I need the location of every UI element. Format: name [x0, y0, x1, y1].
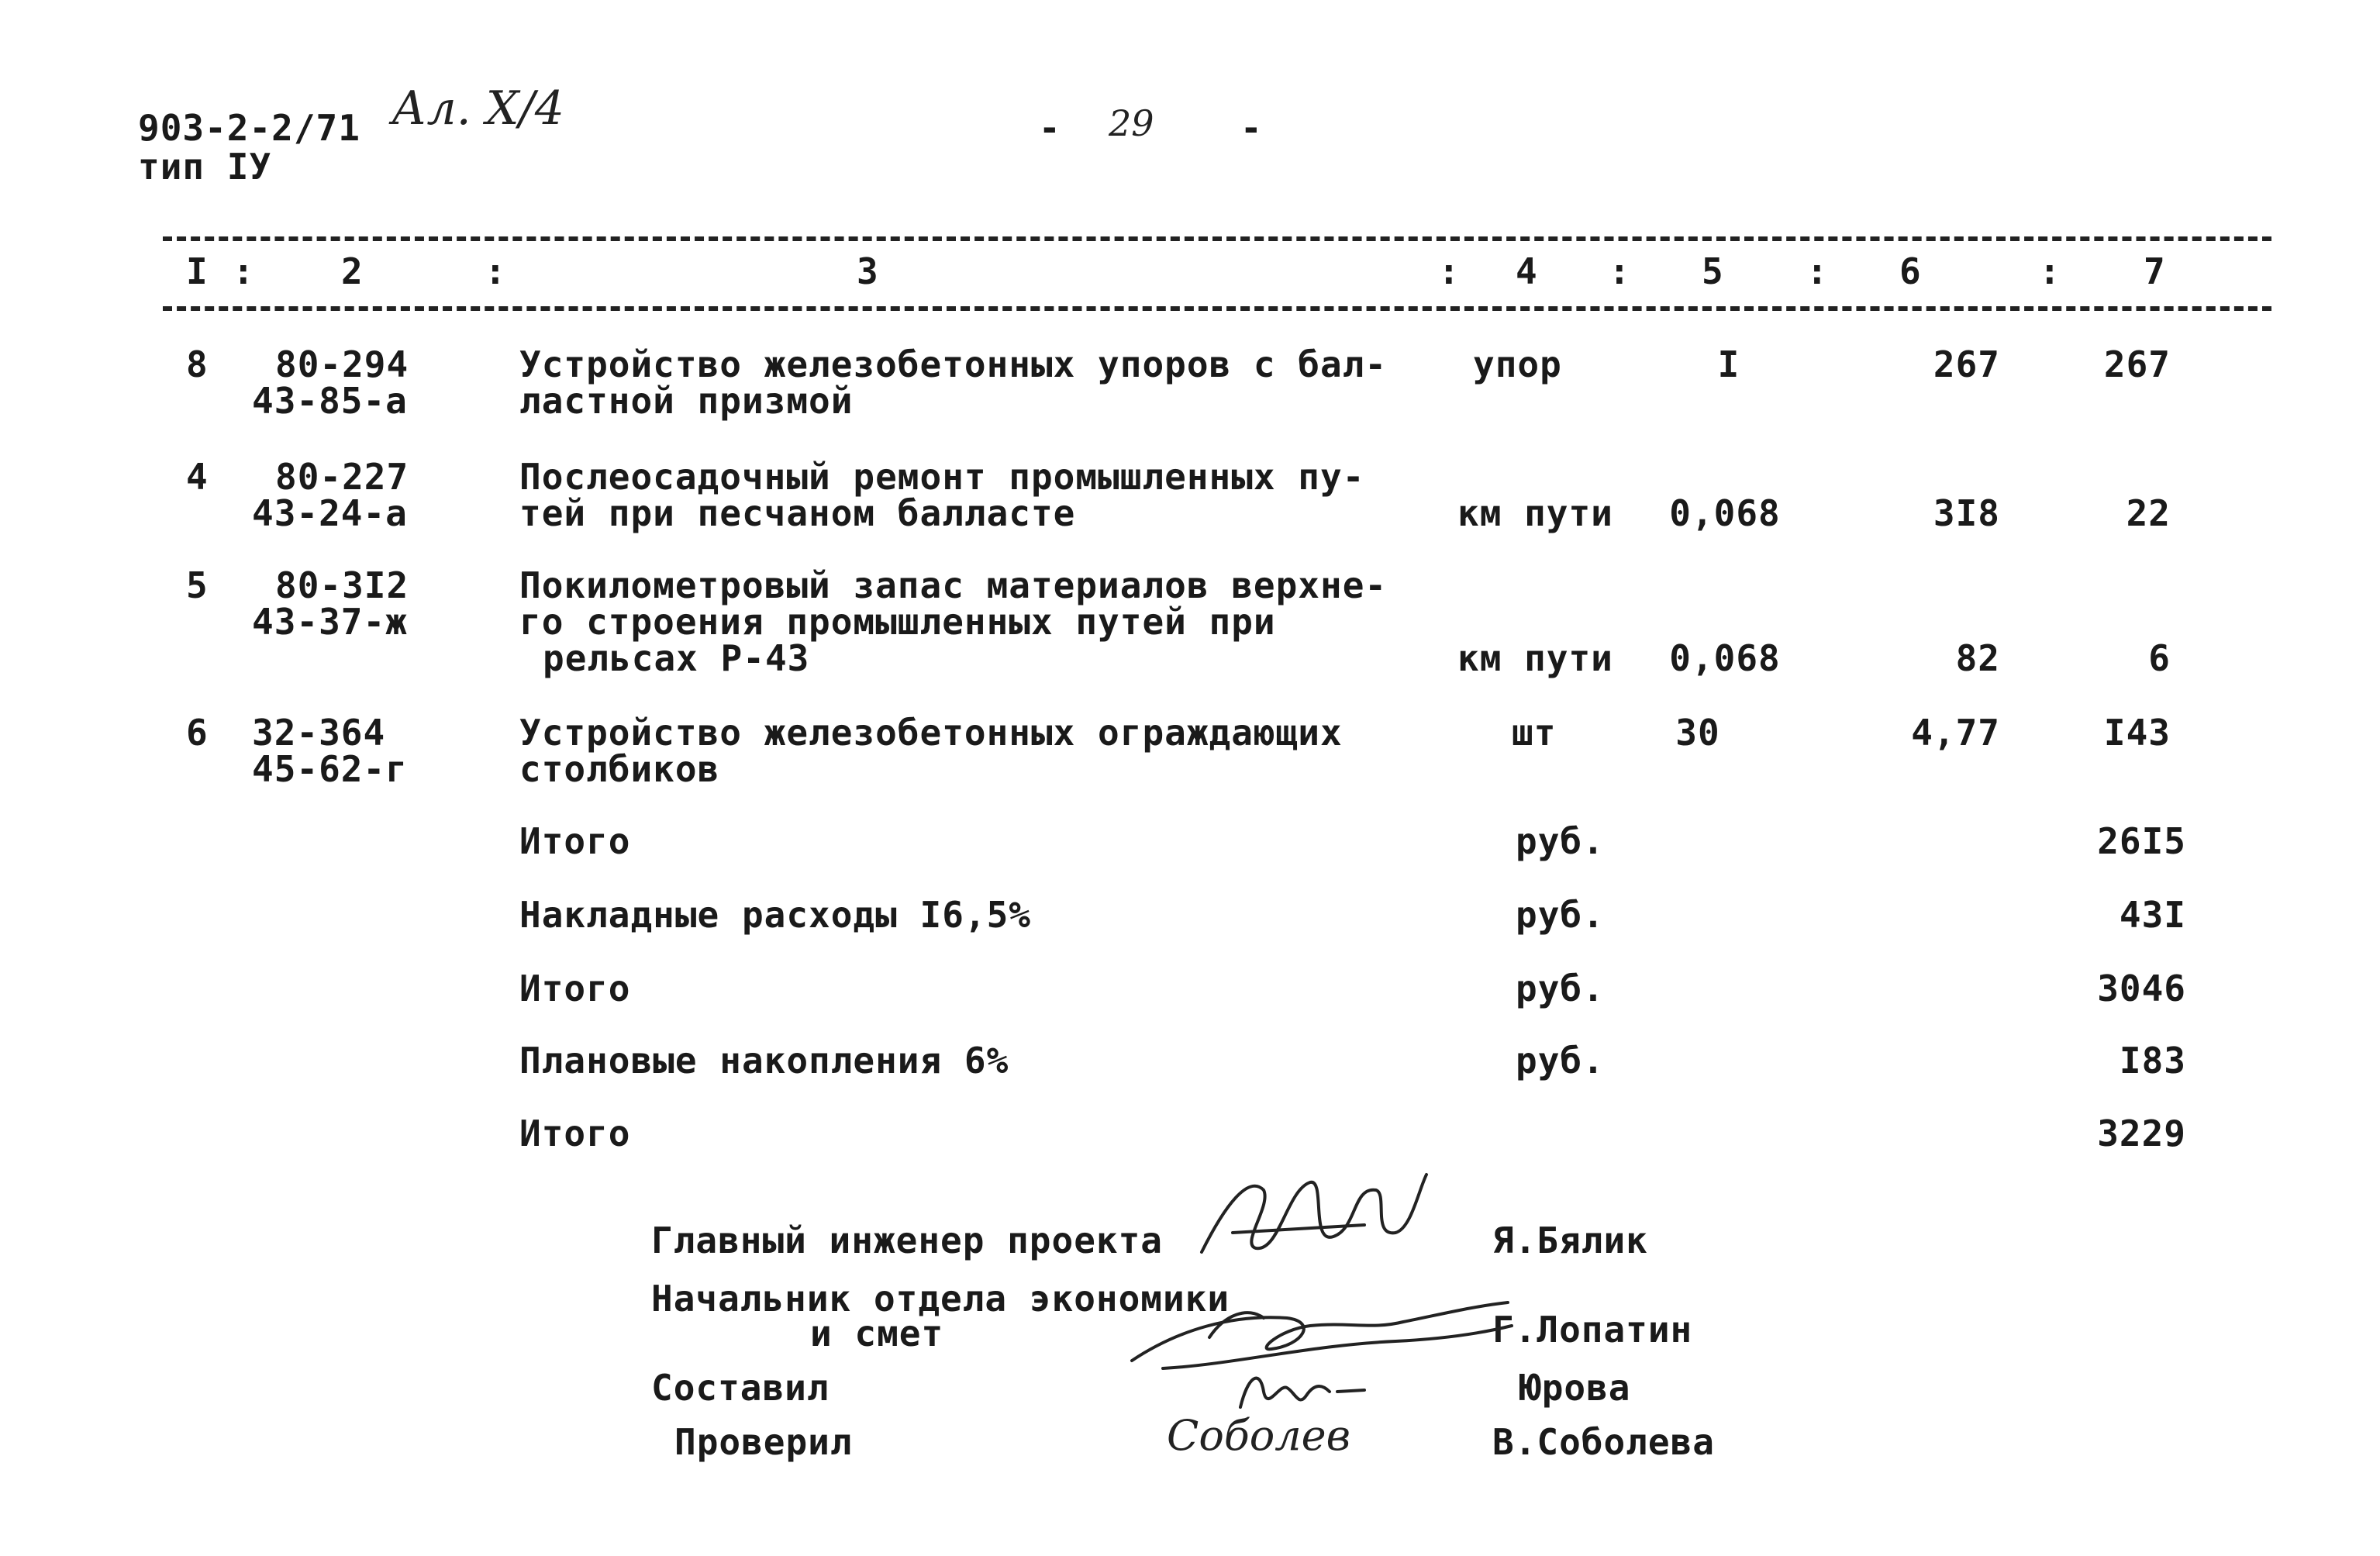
row-number: 4: [186, 456, 209, 498]
row-quantity: I: [1717, 343, 1740, 385]
row-code: 80-227: [275, 456, 409, 498]
row-description: Устройство железобетонных ограждающих: [519, 712, 1343, 754]
column-separator: :: [233, 250, 255, 292]
row-number: 6: [186, 712, 209, 754]
row-unit-price: 267: [1933, 343, 2000, 385]
row-description: ластной призмой: [519, 380, 854, 422]
row-code: 80-294: [275, 343, 409, 385]
row-code: 32-364: [252, 712, 386, 754]
row-code: 43-85-а: [252, 380, 408, 422]
row-description: столбиков: [519, 748, 720, 790]
summary-unit: руб.: [1516, 894, 1605, 936]
handwritten-note: Ал. X/4: [391, 81, 564, 136]
signature-role: Составил: [651, 1367, 830, 1409]
chief-engineer-signature: [1194, 1159, 1442, 1275]
summary-label: Плановые накопления 6%: [519, 1040, 1009, 1082]
summary-label: Накладные расходы I6,5%: [519, 894, 1031, 936]
signature-name: В.Соболева: [1492, 1421, 1715, 1463]
page-number-dash-left: -: [1039, 107, 1061, 149]
summary-unit: руб.: [1516, 820, 1605, 862]
table-top-rule: [163, 236, 2271, 241]
row-description: Покилометровый запас материалов верхне-: [519, 564, 1388, 606]
summary-value: 43I: [2119, 894, 2186, 936]
signature-name: Юрова: [1519, 1367, 1631, 1409]
summary-value: 26I5: [2097, 820, 2186, 862]
row-description: Устройство железобетонных упоров с бал-: [519, 343, 1388, 385]
row-total: 267: [2103, 343, 2171, 385]
signature-role: Главный инженер проекта: [651, 1220, 1163, 1261]
table-header-rule: [163, 306, 2271, 311]
row-total: I43: [2103, 712, 2171, 754]
summary-unit: руб.: [1516, 1040, 1605, 1082]
signature-role: Проверил: [674, 1421, 853, 1463]
document-type: тип IУ: [138, 146, 272, 188]
row-unit-price: 3I8: [1933, 492, 2000, 534]
row-unit: км пути: [1457, 637, 1613, 679]
column-header-3: 3: [857, 250, 879, 292]
row-unit-price: 82: [1955, 637, 2000, 679]
summary-label: Итого: [519, 820, 631, 862]
column-header-2: 2: [341, 250, 364, 292]
row-quantity: 0,068: [1669, 637, 1781, 679]
column-header-7: 7: [2144, 250, 2166, 292]
row-total: 6: [2148, 637, 2171, 679]
row-code: 80-3I2: [275, 564, 409, 606]
row-quantity: 30: [1675, 712, 1720, 754]
row-code: 45-62-г: [252, 748, 408, 790]
summary-value: 3046: [2097, 968, 2186, 1009]
row-description: тей при песчаном балласте: [519, 492, 1076, 534]
row-description: рельсах Р-43: [543, 637, 810, 679]
signature-role: Начальник отдела экономики: [651, 1278, 1230, 1320]
column-header-6: 6: [1899, 250, 1922, 292]
row-total: 22: [2126, 492, 2171, 534]
row-unit-price: 4,77: [1911, 712, 2000, 754]
signature-name: Г.Лопатин: [1492, 1309, 1693, 1351]
column-header-5: 5: [1702, 250, 1724, 292]
document-code: 903-2-2/71: [138, 107, 360, 149]
row-unit: упор: [1473, 343, 1562, 385]
column-separator: :: [1806, 250, 1829, 292]
column-separator: :: [1438, 250, 1461, 292]
signature-role: и смет: [810, 1313, 944, 1354]
page-number-dash-right: -: [1240, 107, 1263, 149]
row-description: го строения промышленных путей при: [519, 601, 1276, 643]
summary-value: 3229: [2097, 1113, 2186, 1154]
summary-value: I83: [2119, 1040, 2186, 1082]
summary-label: Итого: [519, 968, 631, 1009]
column-separator: :: [485, 250, 507, 292]
row-number: 5: [186, 564, 209, 606]
row-number: 8: [186, 343, 209, 385]
page-number: 29: [1109, 102, 1154, 144]
checker-signature: Соболев: [1167, 1411, 1351, 1460]
row-quantity: 0,068: [1669, 492, 1781, 534]
column-separator: :: [1609, 250, 1631, 292]
row-code: 43-37-ж: [252, 601, 408, 643]
summary-unit: руб.: [1516, 968, 1605, 1009]
column-separator: :: [2039, 250, 2061, 292]
row-code: 43-24-а: [252, 492, 408, 534]
row-unit: км пути: [1457, 492, 1613, 534]
column-header-1: I: [186, 250, 209, 292]
row-unit: шт: [1512, 712, 1557, 754]
row-description: Послеосадочный ремонт промышленных пу-: [519, 456, 1365, 498]
signature-name: Я.Бялик: [1492, 1220, 1648, 1261]
column-header-4: 4: [1516, 250, 1538, 292]
summary-label: Итого: [519, 1113, 631, 1154]
